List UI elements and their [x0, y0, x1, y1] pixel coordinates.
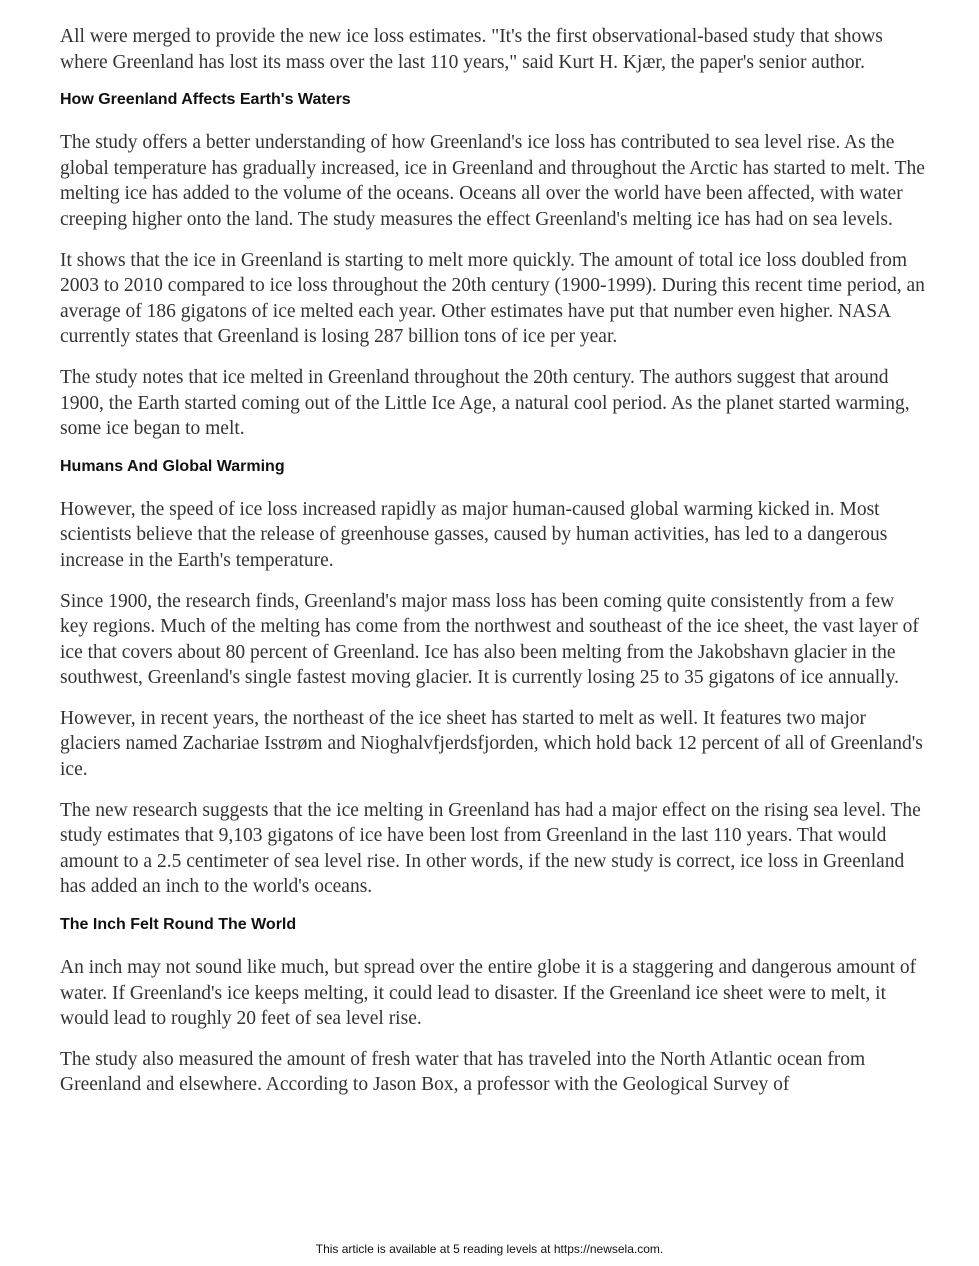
- section-heading-waters: How Greenland Affects Earth's Waters: [60, 91, 351, 109]
- paragraph-humans-4: The new research suggests that the ice melting in Greenland has had a major effect on the rising sea level. The study estimates that 9,103 gigatons of ice have been lost from Greenland in the last 110 years. That would amount to a 2.5 centimeter of sea level rise. In other words, if the new study is correct, ice loss in Greenland has added an inch to the world's oceans.: [60, 799, 921, 898]
- section-heading-inch: The Inch Felt Round The World: [60, 916, 297, 934]
- article-body: [60, 24, 926, 1113]
- paragraph-inch-1: An inch may not sound like much, but spread over the entire globe it is a staggering and dangerous amount of water. If Greenland's ice keeps melting, it could lead to disaster. If the Greenland ice sheet were to melt, it would lead to roughly 20 feet of sea level rise.: [60, 957, 917, 1030]
- section-heading-humans: Humans And Global Warming: [60, 457, 285, 475]
- paragraph-humans-2: Since 1900, the research finds, Greenland's major mass loss has been coming quite consistently from a few key regions. Much of the melting has come from the northwest and southeast of the ice sheet, the vast layer of ice that covers about 80 percent of Greenland. Ice has also been melting from the Jakobshavn glacier in the southwest, Greenland's single fastest moving glacier. It is currently losing 25 to 35 gigatons of ice annually.: [60, 590, 919, 689]
- page-footer: This article is available at 5 reading levels at https://newsela.com.: [315, 1242, 664, 1256]
- paragraph-humans-3: However, in recent years, the northeast of the ice sheet has started to melt as well. It features two major glaciers named Zachariae Isstrøm and Nioghalvfjerdsfjorden, which hold back 12 percent of all of Greenland's ice.: [60, 707, 923, 781]
- paragraph-humans-1: However, the speed of ice loss increased rapidly as major human-caused global warming kicked in. Most scientists believe that the release of greenhouse gasses, caused by human activities, has led to a dangerous increase in the Earth's temperature.: [60, 498, 888, 571]
- paragraph-waters-3: The study notes that ice melted in Greenland throughout the 20th century. The authors suggest that around 1900, the Earth started coming out of the Little Ice Age, a natural cool period. As the planet started warming, some ice began to melt.: [60, 366, 910, 440]
- paragraph-inch-2: The study also measured the amount of fresh water that has traveled into the North Atlantic ocean from Greenland and elsewhere. According to Jason Box, a professor with the Geological Survey of: [60, 1048, 866, 1096]
- paragraph-waters-2: It shows that the ice in Greenland is starting to melt more quickly. The amount of total ice loss doubled from 2003 to 2010 compared to ice loss throughout the 20th century (1900-1999). During this recent time period, an average of 186 gigatons of ice melted each year. Other estimates have put that number even higher. NASA currently states that Greenland is losing 287 billion tons of ice per year.: [60, 249, 925, 348]
- paragraph-intro: All were merged to provide the new ice loss estimates. "It's the first observational-based study that shows where Greenland has lost its mass over the last 110 years," said Kurt H. Kjær, the paper's senior author.: [60, 26, 883, 73]
- paragraph-waters-1: The study offers a better understanding of how Greenland's ice loss has contributed to sea level rise. As the global temperature has gradually increased, ice in Greenland and throughout the Arctic has started to melt. The melting ice has added to the volume of the oceans. Oceans all over the world have been affected, with water creeping higher onto the land. The study measures the effect Greenland's melting ice has had on sea levels.: [60, 132, 925, 230]
